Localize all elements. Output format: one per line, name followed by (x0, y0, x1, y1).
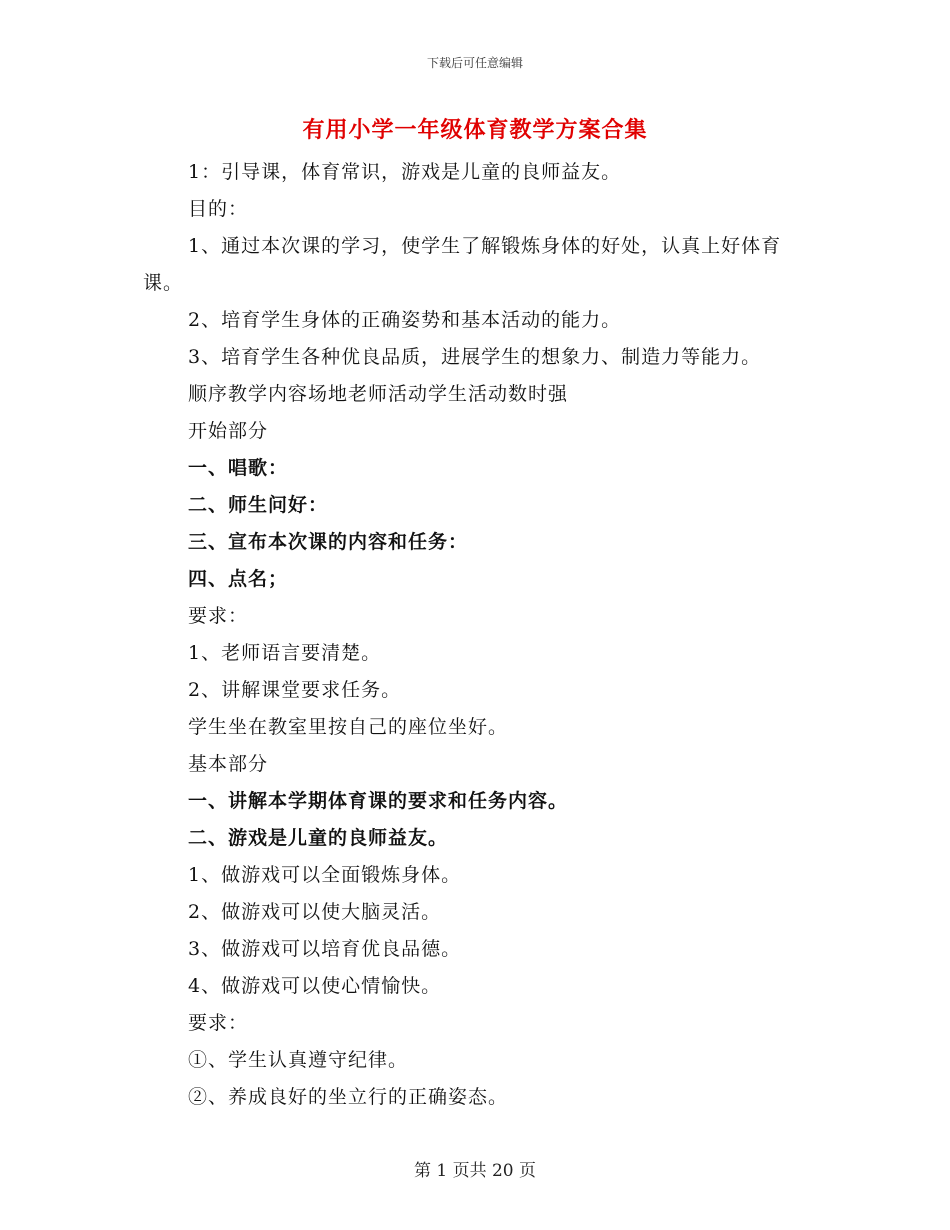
body-line: 4、做游戏可以使心情愉快。 (188, 975, 442, 997)
body-line: 目的： (188, 198, 249, 220)
body-line: 2、讲解课堂要求任务。 (188, 679, 402, 701)
body-line-bold: 四、点名； (188, 568, 289, 590)
page-footer: 第 1 页共 20 页 (413, 1161, 537, 1181)
body-line: 要求： (188, 1012, 249, 1034)
page-header: 下载后可任意编辑 (426, 56, 523, 70)
body-line: 1、做游戏可以全面锻炼身体。 (188, 864, 462, 886)
body-line-bold: 二、游戏是儿童的良师益友。 (188, 827, 449, 849)
body-line-bold: 一、唱歌： (188, 457, 289, 479)
section-heading: 基本部分 (188, 753, 269, 775)
body-line-bold: 一、讲解本学期体育课的要求和任务内容。 (188, 790, 569, 812)
body-line: 顺序教学内容场地老师活动学生活动数时强 (188, 383, 569, 405)
body-line: 1：引导课，体育常识，游戏是儿童的良师益友。 (188, 161, 622, 183)
document-title: 有用小学一年级体育教学方案合集 (302, 117, 648, 143)
body-line: ①、学生认真遵守纪律。 (188, 1049, 409, 1071)
body-line: 学生坐在教室里按自己的座位坐好。 (188, 716, 509, 738)
body-line-bold: 三、宣布本次课的内容和任务： (188, 531, 469, 553)
body-line: 要求： (188, 605, 249, 627)
body-line: 3、做游戏可以培育优良品德。 (188, 938, 462, 960)
body-line: 2、做游戏可以使大脑灵活。 (188, 901, 442, 923)
body-line-bold: 二、师生问好： (188, 494, 329, 516)
body-line: 2、培育学生身体的正确姿势和基本活动的能力。 (188, 309, 622, 331)
document-body (143, 154, 813, 1116)
section-heading: 开始部分 (188, 420, 269, 442)
body-paragraph: 1、通过本次课的学习，使学生了解锻炼身体的好处，认真上好体育课。 (143, 235, 782, 294)
body-line: 3、培育学生各种优良品质，进展学生的想象力、制造力等能力。 (188, 346, 762, 368)
body-line: ②、养成良好的坐立行的正确姿态。 (188, 1086, 509, 1108)
body-line: 1、老师语言要清楚。 (188, 642, 382, 664)
